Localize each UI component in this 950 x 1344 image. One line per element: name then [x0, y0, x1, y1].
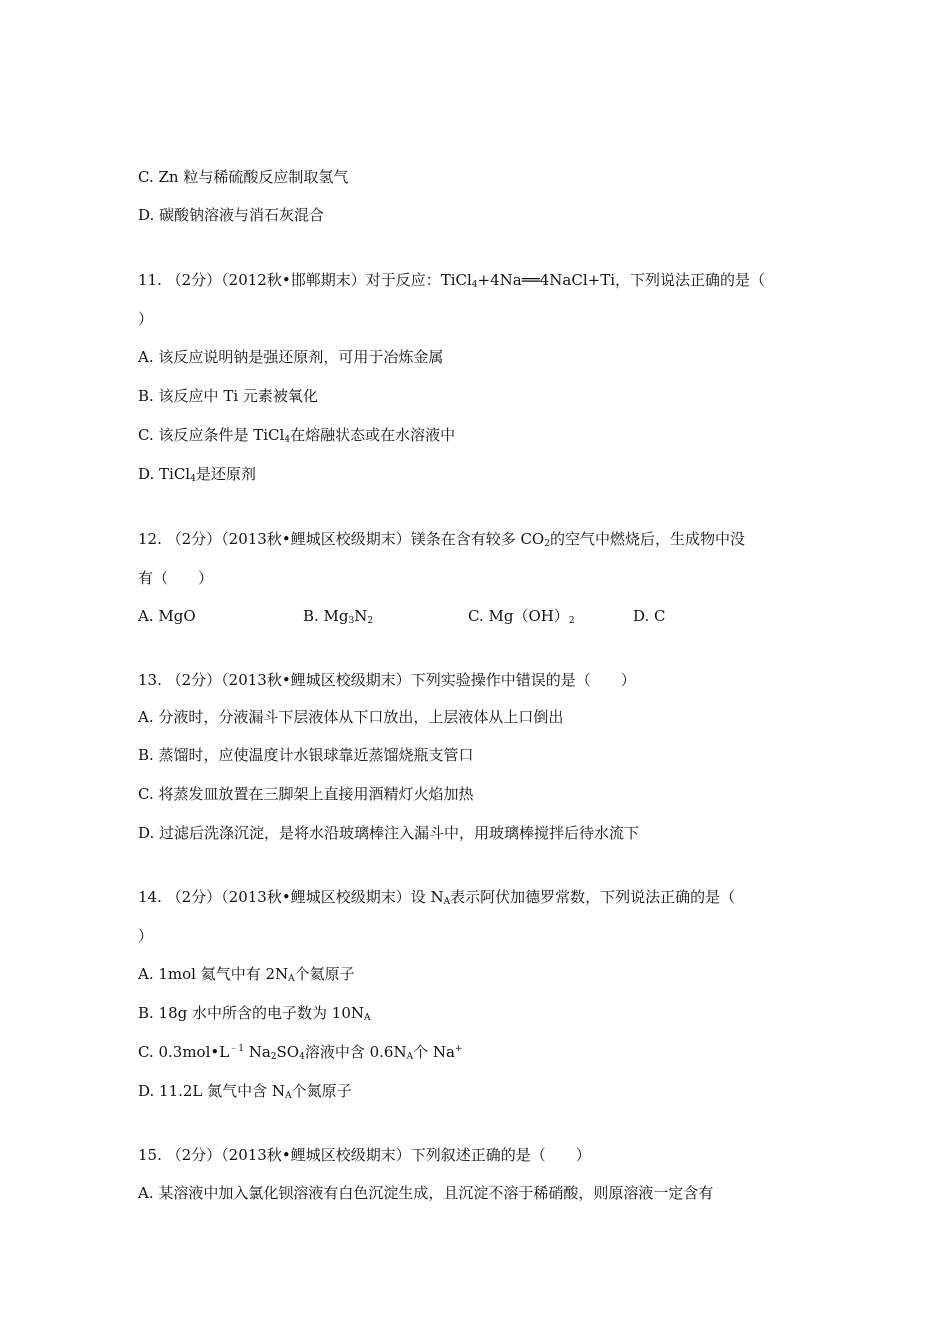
- q14-option-c-sup2: +: [454, 1044, 463, 1054]
- q11-reaction-formula: TiCl: [440, 271, 472, 289]
- q13-option-b: B. 蒸馏时，应使温度计水银球靠近蒸馏烧瓶支管口: [138, 746, 474, 764]
- q12-stem-sub: 2: [544, 539, 550, 549]
- q12-option-b-mid: N: [354, 607, 368, 625]
- q14-option-d: [138, 1081, 352, 1101]
- q11-stem: [138, 270, 765, 290]
- q13-option-a: A. 分液时，分液漏斗下层液体从下口放出，上层液体从上口倒出: [138, 708, 564, 726]
- q14-option-c-mid1: Na: [243, 1043, 271, 1061]
- q14-option-c-pre: C. 0.3mol•L: [138, 1043, 230, 1061]
- q14-option-b-sub: A: [364, 1013, 371, 1023]
- q14-stem-sub: A: [443, 897, 451, 907]
- q11-stem-text: 11. （2分）（2012秋•邯郸期末）对于反应：: [138, 271, 441, 289]
- q12-stem-post: 的空气中燃烧后，生成物中没: [549, 530, 745, 548]
- q10-option-c: C. Zn 粒与稀硫酸反应制取氢气: [138, 168, 349, 186]
- q12-option-d: D. C: [633, 607, 666, 625]
- q14-option-b-pre: B. 18g 水中所含的电子数为 10N: [138, 1004, 364, 1022]
- q11-option-c: [138, 425, 455, 445]
- q12-stem-line2: 有（ ）: [138, 569, 214, 587]
- q14-option-d-sub: A: [285, 1091, 292, 1101]
- q14-option-c-sup: ﹣1: [229, 1044, 244, 1054]
- q14-option-a-sub: A: [288, 974, 295, 984]
- q14-option-b: [138, 1003, 371, 1023]
- q12-option-c-pre: C. Mg（OH）: [468, 607, 569, 625]
- q15-option-a: A. 某溶液中加入氯化钡溶液有白色沉淀生成，且沉淀不溶于稀硝酸，则原溶液一定含有: [138, 1184, 714, 1202]
- q12-option-c-sub: 2: [568, 616, 575, 626]
- q11-option-d-post: 是还原剂: [195, 465, 256, 483]
- q14-option-c-mid4: 个 Na: [413, 1043, 455, 1061]
- q14-option-a-post: 个氦原子: [294, 965, 355, 983]
- q11-stem-line2: ）: [138, 310, 154, 328]
- q11-option-d-pre: D. TiCl: [138, 465, 191, 483]
- q14-option-c-mid3: 溶液中含 0.6N: [304, 1043, 407, 1061]
- q11-option-b: B. 该反应中 Ti 元素被氧化: [138, 387, 318, 405]
- q14-option-c-sub3: A: [406, 1052, 414, 1062]
- q12-option-a: A. MgO: [138, 607, 196, 625]
- q13-option-d: D. 过滤后洗涤沉淀，是将水沿玻璃棒注入漏斗中，用玻璃棒搅拌后待水流下: [138, 824, 640, 842]
- q11-reaction-subscript: 4: [471, 280, 478, 290]
- q11-option-c-pre: C. 该反应条件是 TiCl: [138, 426, 285, 444]
- q11-option-c-post: 在熔融状态或在水溶液中: [290, 426, 456, 444]
- q14-option-d-pre: D. 11.2L 氮气中含 N: [138, 1082, 286, 1100]
- q14-stem-pre: 14. （2分）（2013秋•鲤城区校级期末）设 N: [138, 888, 444, 906]
- q14-option-a: [138, 964, 355, 984]
- q14-option-c-sub1: 2: [270, 1052, 277, 1062]
- q14-option-c-mid2: SO: [276, 1043, 300, 1061]
- q11-option-a: A. 该反应说明钠是强还原剂，可用于冶炼金属: [138, 348, 444, 366]
- q12-option-b-sub2: 2: [367, 616, 374, 626]
- q11-reaction: [441, 271, 765, 289]
- q14-stem-line2: ）: [138, 927, 154, 945]
- q12-option-b-sub1: 3: [348, 616, 355, 626]
- q11-option-c-sub: 4: [284, 435, 291, 445]
- q14-option-c-sub2: 4: [299, 1052, 305, 1062]
- q11-reaction-rest: +4Na══4NaCl+Ti，下列说法正确的是（: [477, 271, 766, 289]
- q12-stem: [138, 529, 745, 549]
- q10-option-d: D. 碳酸钠溶液与消石灰混合: [138, 206, 325, 224]
- q12-option-b: [303, 606, 373, 626]
- q14-option-c: [138, 1042, 462, 1062]
- q13-stem: 13. （2分）（2013秋•鲤城区校级期末）下列实验操作中错误的是（ ）: [138, 671, 636, 689]
- q12-stem-pre: 12. （2分）（2013秋•鲤城区校级期末）镁条在含有较多 CO: [138, 530, 545, 548]
- q14-option-a-pre: A. 1mol 氦气中有 2N: [138, 965, 289, 983]
- q13-option-c: C. 将蒸发皿放置在三脚架上直接用酒精灯火焰加热: [138, 785, 474, 803]
- q14-stem: [138, 887, 735, 907]
- q12-option-c: [468, 606, 575, 626]
- q12-option-b-pre: B. Mg: [303, 607, 349, 625]
- q15-stem: 15. （2分）（2013秋•鲤城区校级期末）下列叙述正确的是（ ）: [138, 1146, 591, 1164]
- q11-option-d-sub: 4: [190, 474, 196, 484]
- q11-option-d: [138, 464, 256, 484]
- q14-option-d-post: 个氮原子: [291, 1082, 352, 1100]
- q14-stem-post: 表示阿伏加德罗常数，下列说法正确的是（: [450, 888, 736, 906]
